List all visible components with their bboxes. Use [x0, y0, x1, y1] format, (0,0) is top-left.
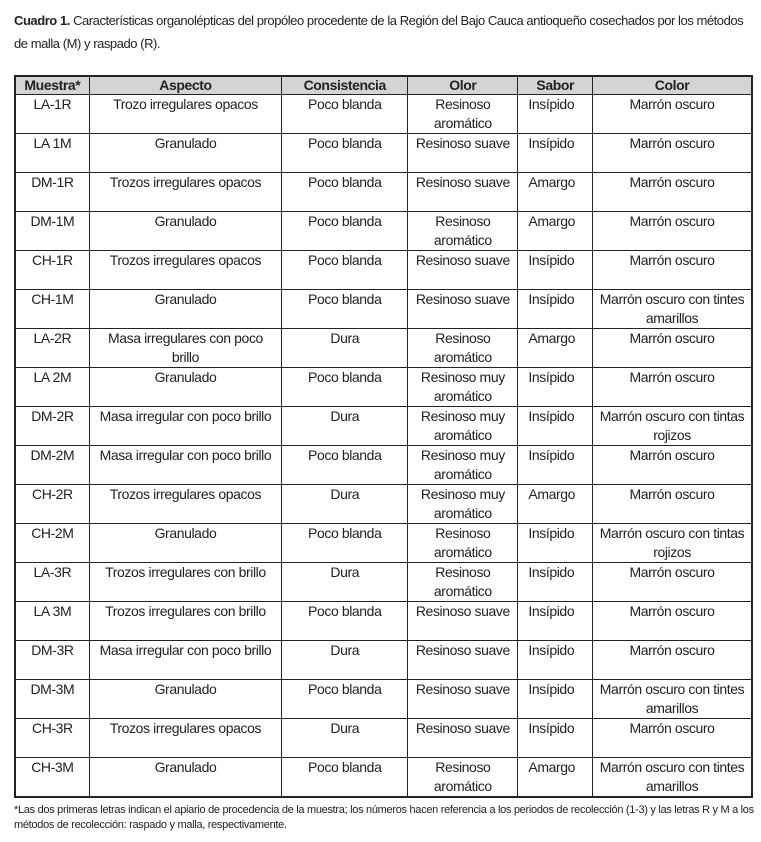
cell-sabor: Insípido [518, 680, 593, 719]
cell-muestra: DM-3M [15, 680, 89, 719]
cell-muestra: CH-2M [15, 524, 89, 563]
cell-sabor: Amargo [518, 485, 593, 524]
header-aspecto: Aspecto [89, 76, 281, 95]
header-sabor: Sabor [518, 76, 593, 95]
cell-aspecto: Trozos irregulares opacos [89, 251, 281, 290]
table-row [15, 485, 752, 524]
cell-aspecto: Trozos irregulares opacos [89, 173, 281, 212]
cell-color: Marrón oscuro [593, 329, 752, 368]
cell-sabor: Amargo [518, 758, 593, 798]
cell-olor: Resinoso muy aromático [408, 446, 518, 485]
header-olor: Olor [408, 76, 518, 95]
cell-muestra: DM-2R [15, 407, 89, 446]
cell-color: Marrón oscuro con tintes amarillos [593, 758, 752, 798]
cell-consistencia: Poco blanda [282, 602, 408, 641]
cell-consistencia: Dura [282, 329, 408, 368]
table-caption [14, 9, 754, 55]
cell-color: Marrón oscuro [593, 641, 752, 680]
table-row [15, 251, 752, 290]
cell-muestra: CH-3M [15, 758, 89, 798]
cell-olor: Resinoso suave [408, 602, 518, 641]
cell-aspecto: Trozos irregulares opacos [89, 485, 281, 524]
table-row [15, 641, 752, 680]
cell-olor: Resinoso suave [408, 719, 518, 758]
cell-muestra: LA-2R [15, 329, 89, 368]
cell-olor: Resinoso aromático [408, 563, 518, 602]
cell-consistencia: Poco blanda [282, 680, 408, 719]
cell-consistencia: Dura [282, 719, 408, 758]
table-row [15, 173, 752, 212]
cell-color: Marrón oscuro con tintas rojizos [593, 524, 752, 563]
cell-olor: Resinoso muy aromático [408, 368, 518, 407]
cell-sabor: Amargo [518, 173, 593, 212]
cell-olor: Resinoso aromático [408, 524, 518, 563]
footnote: *Las dos primeras letras indican el apiario de procedencia de la muestra; los números hacen referencia a los periodos de recolección (1-3) y las letras R y M a los métodos de recolección: raspado y malla, respectivamente. [14, 804, 754, 831]
cell-color: Marrón oscuro [593, 212, 752, 251]
cell-consistencia: Dura [282, 641, 408, 680]
cell-consistencia: Poco blanda [282, 251, 408, 290]
cell-aspecto: Trozos irregulares con brillo [89, 563, 281, 602]
cell-muestra: CH-2R [15, 485, 89, 524]
cell-sabor: Insípido [518, 251, 593, 290]
cell-muestra: DM-1M [15, 212, 89, 251]
cell-olor: Resinoso suave [408, 134, 518, 173]
cell-consistencia: Poco blanda [282, 134, 408, 173]
cell-olor: Resinoso muy aromático [408, 407, 518, 446]
cell-consistencia: Poco blanda [282, 290, 408, 329]
cell-olor: Resinoso aromático [408, 329, 518, 368]
cell-consistencia: Poco blanda [282, 368, 408, 407]
cell-color: Marrón oscuro con tintas rojizos [593, 407, 752, 446]
table-row [15, 563, 752, 602]
cell-muestra: DM-3R [15, 641, 89, 680]
table-row [15, 524, 752, 563]
table-row [15, 134, 752, 173]
cell-aspecto: Masa irregular con poco brillo [89, 446, 281, 485]
cell-aspecto: Trozos irregulares con brillo [89, 602, 281, 641]
cell-muestra: CH-1R [15, 251, 89, 290]
cell-sabor: Insípido [518, 407, 593, 446]
organoleptic-table [14, 75, 753, 798]
cell-sabor: Insípido [518, 719, 593, 758]
table-row [15, 290, 752, 329]
header-muestra: Muestra* [15, 76, 89, 95]
cell-color: Marrón oscuro [593, 368, 752, 407]
cell-consistencia: Poco blanda [282, 758, 408, 798]
table-row [15, 329, 752, 368]
table-row [15, 407, 752, 446]
cell-muestra: DM-2M [15, 446, 89, 485]
cell-sabor: Insípido [518, 368, 593, 407]
cell-color: Marrón oscuro [593, 602, 752, 641]
header-row [15, 76, 752, 95]
cell-muestra: DM-1R [15, 173, 89, 212]
table-row [15, 602, 752, 641]
cell-sabor: Insípido [518, 563, 593, 602]
cell-consistencia: Poco blanda [282, 95, 408, 134]
cell-sabor: Amargo [518, 329, 593, 368]
cell-aspecto: Granulado [89, 368, 281, 407]
cell-consistencia: Dura [282, 407, 408, 446]
cell-olor: Resinoso aromático [408, 758, 518, 798]
cell-consistencia: Poco blanda [282, 524, 408, 563]
cell-aspecto: Granulado [89, 212, 281, 251]
header-color: Color [593, 76, 752, 95]
cell-consistencia: Dura [282, 485, 408, 524]
cell-sabor: Insípido [518, 446, 593, 485]
cell-muestra: LA 2M [15, 368, 89, 407]
table-row [15, 758, 752, 798]
cell-color: Marrón oscuro con tintes amarillos [593, 680, 752, 719]
cell-color: Marrón oscuro [593, 446, 752, 485]
cell-color: Marrón oscuro [593, 95, 752, 134]
cell-muestra: LA 1M [15, 134, 89, 173]
cell-olor: Resinoso suave [408, 290, 518, 329]
cell-sabor: Insípido [518, 602, 593, 641]
cell-consistencia: Poco blanda [282, 212, 408, 251]
cell-color: Marrón oscuro [593, 563, 752, 602]
cell-aspecto: Masa irregular con poco brillo [89, 407, 281, 446]
cell-muestra: LA-1R [15, 95, 89, 134]
cell-consistencia: Poco blanda [282, 173, 408, 212]
cell-olor: Resinoso suave [408, 251, 518, 290]
cell-aspecto: Granulado [89, 680, 281, 719]
cell-sabor: Insípido [518, 641, 593, 680]
cell-aspecto: Granulado [89, 524, 281, 563]
cell-consistencia: Dura [282, 563, 408, 602]
cell-aspecto: Granulado [89, 290, 281, 329]
cell-color: Marrón oscuro [593, 485, 752, 524]
table-row [15, 446, 752, 485]
cell-color: Marrón oscuro [593, 251, 752, 290]
cell-olor: Resinoso aromático [408, 95, 518, 134]
cell-aspecto: Granulado [89, 758, 281, 798]
cell-sabor: Insípido [518, 524, 593, 563]
cell-muestra: CH-1M [15, 290, 89, 329]
cell-sabor: Insípido [518, 134, 593, 173]
cell-muestra: LA 3M [15, 602, 89, 641]
table-row [15, 212, 752, 251]
cell-aspecto: Trozos irregulares opacos [89, 719, 281, 758]
cell-olor: Resinoso aromático [408, 212, 518, 251]
cell-sabor: Amargo [518, 212, 593, 251]
cell-aspecto: Masa irregular con poco brillo [89, 641, 281, 680]
cell-olor: Resinoso muy aromático [408, 485, 518, 524]
cell-color: Marrón oscuro con tintes amarillos [593, 290, 752, 329]
cell-sabor: Insípido [518, 95, 593, 134]
cell-aspecto: Masa irregulares con poco brillo [89, 329, 281, 368]
cell-muestra: CH-3R [15, 719, 89, 758]
cell-olor: Resinoso suave [408, 173, 518, 212]
cell-muestra: LA-3R [15, 563, 89, 602]
cell-consistencia: Poco blanda [282, 446, 408, 485]
cell-aspecto: Trozo irregulares opacos [89, 95, 281, 134]
caption-label: Cuadro 1. [14, 13, 70, 28]
cell-olor: Resinoso suave [408, 680, 518, 719]
cell-aspecto: Granulado [89, 134, 281, 173]
cell-color: Marrón oscuro [593, 134, 752, 173]
table-row [15, 719, 752, 758]
cell-color: Marrón oscuro [593, 719, 752, 758]
header-consistencia: Consistencia [282, 76, 408, 95]
table-row [15, 680, 752, 719]
table-row [15, 95, 752, 134]
table-row [15, 368, 752, 407]
cell-sabor: Insípido [518, 290, 593, 329]
cell-olor: Resinoso suave [408, 641, 518, 680]
caption-text: Características organolépticas del propóleo procedente de la Región del Bajo Cauca antioqueño cosechados por los métodos de malla (M) y raspado (R). [14, 13, 744, 51]
cell-color: Marrón oscuro [593, 173, 752, 212]
